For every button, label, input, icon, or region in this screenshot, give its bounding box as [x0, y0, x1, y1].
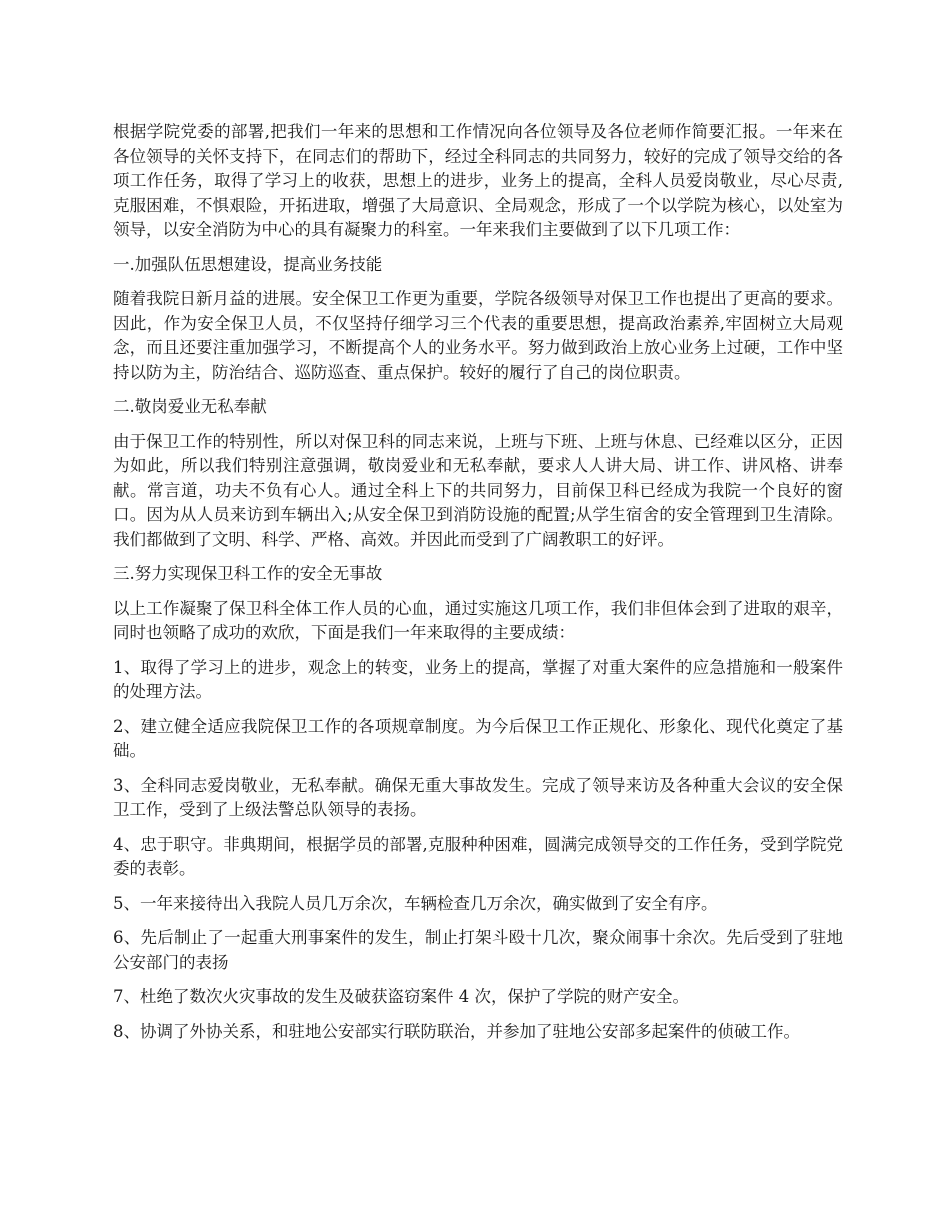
section-2-heading: 二.敬岗爱业无私奉献 [113, 397, 267, 416]
achievement-item-3: 3、全科同志爱岗敬业，无私奉献。确保无重大事故发生。完成了领导来访及各种重大会议的安全保卫工作，受到了上级法警总队领导的表扬。 [113, 775, 843, 819]
section-1-paragraph: 随着我院日新月益的进展。安全保卫工作更为重要，学院各级领导对保卫工作也提出了更高的要求。因此，作为安全保卫人员，不仅坚持仔细学习三个代表的重要思想，提高政治素养,牢固树立大局观念，而且还要注重加强学习，不断提高个人的业务水平。努力做到政治上放心业务上过硬，工作中坚持以防为主，防治结合、巡防巡查、重点保护。较好的履行了自己的岗位职责。 [113, 289, 843, 382]
section-1-heading: 一.加强队伍思想建设，提高业务技能 [113, 254, 383, 274]
section-2-paragraph: 由于保卫工作的特别性，所以对保卫科的同志来说，上班与下班、上班与休息、已经难以区分，正因为如此，所以我们特别注意强调，敬岗爱业和无私奉献，要求人人讲大局、讲工作、讲风格、讲奉献。常言道，功夫不负有心人。通过全科上下的共同努力，目前保卫科已经成为我院一个良好的窗口。因为从人员来访到车辆出入;从安全保卫到消防设施的配置;从学生宿舍的安全管理到卫生清除。我们都做到了文明、科学、严格、高效。并因此而受到了广阔教职工的好评。 [113, 431, 843, 549]
achievement-item-8: 8、协调了外协关系，和驻地公安部实行联防联治，并参加了驻地公安部多起案件的侦破工作。 [113, 1021, 800, 1041]
achievement-item-4: 4、忠于职守。非典期间，根据学员的部署,克服种种困难，圆满完成领导交的工作任务，受到学院党委的表彰。 [113, 834, 843, 878]
document-page [113, 120, 843, 1054]
section-3-heading: 三.努力实现保卫科工作的安全无事故 [113, 564, 383, 583]
intro-paragraph: 根据学院党委的部署,把我们一年来的思想和工作情况向各位领导及各位老师作简要汇报。一年来在各位领导的关怀支持下，在同志们的帮助下，经过全科同志的共同努力，较好的完成了领导交给的各项工作任务，取得了学习上的收获，思想上的进步，业务上的提高，全科人员爱岗敬业，尽心尽责,克服困难，不惧艰险，开拓进取，增强了大局意识、全局观念，形成了一个以学院为核心，以处室为领导，以安全消防为中心的具有凝聚力的科室。一年来我们主要做到了以下几项工作： [113, 122, 843, 239]
achievement-item-1: 1、取得了学习上的进步，观念上的转变，业务上的提高，掌握了对重大案件的应急措施和一般案件的处理方法。 [113, 657, 843, 701]
achievement-item-5: 5、一年来接待出入我院人员几万余次，车辆检查几万余次，确实做到了安全有序。 [113, 893, 718, 913]
achievement-item-2: 2、建立健全适应我院保卫工作的各项规章制度。为今后保卫工作正规化、形象化、现代化奠定了基础。 [113, 716, 843, 760]
section-3-paragraph: 以上工作凝聚了保卫科全体工作人员的心血，通过实施这几项工作，我们非但体会到了进取的艰辛，同时也领略了成功的欢欣，下面是我们一年来取得的主要成绩： [113, 598, 843, 642]
achievement-item-7: 7、杜绝了数次火灾事故的发生及破获盗窃案件 4 次，保护了学院的财产安全。 [113, 987, 689, 1006]
achievement-item-6: 6、先后制止了一起重大刑事案件的发生，制止打架斗殴十几次，聚众闹事十余次。先后受到了驻地公安部门的表扬 [113, 928, 843, 972]
